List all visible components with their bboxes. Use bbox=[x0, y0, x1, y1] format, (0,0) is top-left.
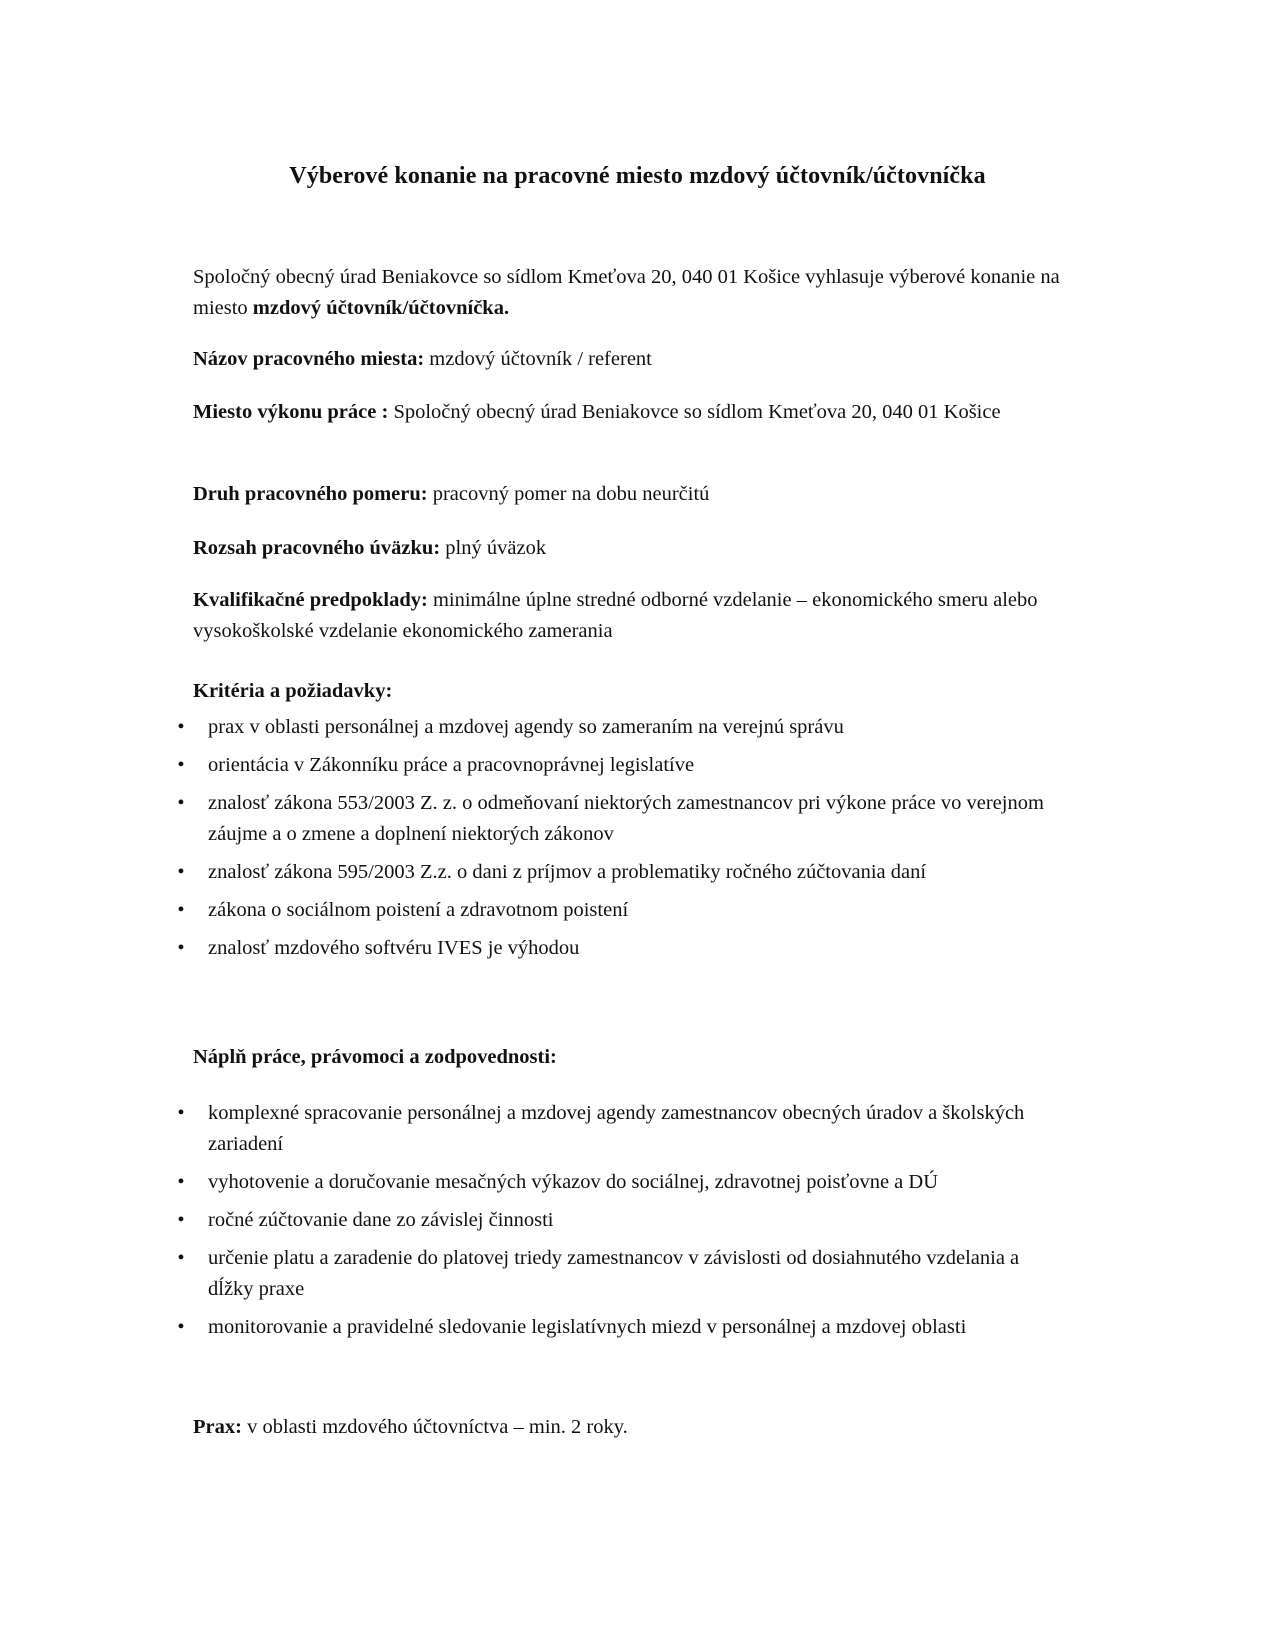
list-item: • monitorovanie a pravidelné sledovanie legislatívnych miezd v personálnej a mzdovej oblasti bbox=[0, 1312, 1068, 1343]
field-value: Spoločný obecný úrad Beniakovce so sídlom Kmeťova 20, 040 01 Košice bbox=[388, 401, 1001, 423]
list-item: • vyhotovenie a doručovanie mesačných výkazov do sociálnej, zdravotnej poisťovne a DÚ bbox=[0, 1167, 1068, 1198]
bullet-icon: • bbox=[177, 1247, 185, 1269]
practice-label: Prax: bbox=[193, 1416, 242, 1438]
field-value: plný úväzok bbox=[440, 537, 547, 559]
field-position-name bbox=[193, 344, 1093, 375]
field-label: Miesto výkonu práce : bbox=[193, 401, 389, 423]
field-value: mzdový účtovník / referent bbox=[424, 348, 652, 370]
list-item: • znalosť zákona 595/2003 Z.z. o dani z príjmov a problematiky ročného zúčtovania daní bbox=[0, 857, 1068, 888]
bullet-icon: • bbox=[177, 1102, 185, 1124]
list-item: • znalosť zákona 553/2003 Z. z. o odmeňovaní niektorých zamestnancov pri výkone práce vo verejnom záujme a o zmene a doplnení niektorých zákonov bbox=[0, 788, 1068, 850]
field-employment-type bbox=[193, 479, 1093, 510]
practice-line bbox=[193, 1412, 1093, 1443]
field-workload bbox=[193, 533, 1093, 564]
bullet-icon: • bbox=[177, 937, 185, 959]
intro-paragraph bbox=[193, 262, 1073, 324]
bullet-icon: • bbox=[177, 1209, 185, 1231]
list-item: • určenie platu a zaradenie do platovej triedy zamestnancov v závislosti od dosiahnutého vzdelania a dĺžky praxe bbox=[0, 1243, 1068, 1305]
bullet-icon: • bbox=[177, 1171, 185, 1193]
list-item: • orientácia v Zákonníku práce a pracovnoprávnej legislatíve bbox=[0, 750, 1068, 781]
field-value: minimálne úplne stredné odborné vzdelanie – ekonomického smeru alebo vysokoškolské vzdelanie ekonomického zamerania bbox=[193, 589, 1038, 642]
bullet-icon: • bbox=[177, 716, 185, 738]
bullet-icon: • bbox=[177, 792, 185, 814]
list-item: • ročné zúčtovanie dane zo závislej činnosti bbox=[0, 1205, 1068, 1236]
criteria-list bbox=[0, 712, 1068, 971]
field-label: Druh pracovného pomeru: bbox=[193, 483, 428, 505]
practice-value: v oblasti mzdového účtovníctva – min. 2 roky. bbox=[241, 1416, 628, 1438]
field-qualification bbox=[193, 585, 1053, 647]
field-work-place bbox=[193, 397, 1053, 428]
bullet-icon: • bbox=[177, 754, 185, 776]
criteria-heading: Kritéria a požiadavky: bbox=[193, 680, 393, 702]
bullet-icon: • bbox=[177, 861, 185, 883]
list-item: • komplexné spracovanie personálnej a mzdovej agendy zamestnancov obecných úradov a školských zariadení bbox=[0, 1098, 1068, 1160]
list-item: • prax v oblasti personálnej a mzdovej agendy so zameraním na verejnú správu bbox=[0, 712, 1068, 743]
field-label: Rozsah pracovného úväzku: bbox=[193, 537, 441, 559]
intro-text: Spoločný obecný úrad Beniakovce so sídlom Kmeťova 20, 040 01 Košice vyhlasuje výberové konanie na miesto bbox=[193, 266, 1060, 319]
document-title: Výberové konanie na pracovné miesto mzdový účtovník/účtovníčka bbox=[289, 163, 986, 189]
field-label: Názov pracovného miesta: bbox=[193, 348, 425, 370]
field-value: pracovný pomer na dobu neurčitú bbox=[427, 483, 710, 505]
bullet-icon: • bbox=[177, 899, 185, 921]
list-item: • znalosť mzdového softvéru IVES je výhodou bbox=[0, 933, 1068, 964]
intro-bold-position: mzdový účtovník/účtovníčka. bbox=[252, 297, 510, 319]
bullet-icon: • bbox=[177, 1316, 185, 1338]
duties-list bbox=[0, 1098, 1068, 1350]
duties-heading: Náplň práce, právomoci a zodpovednosti: bbox=[193, 1046, 557, 1068]
field-label: Kvalifikačné predpoklady: bbox=[193, 589, 428, 611]
list-item: • zákona o sociálnom poistení a zdravotnom poistení bbox=[0, 895, 1068, 926]
